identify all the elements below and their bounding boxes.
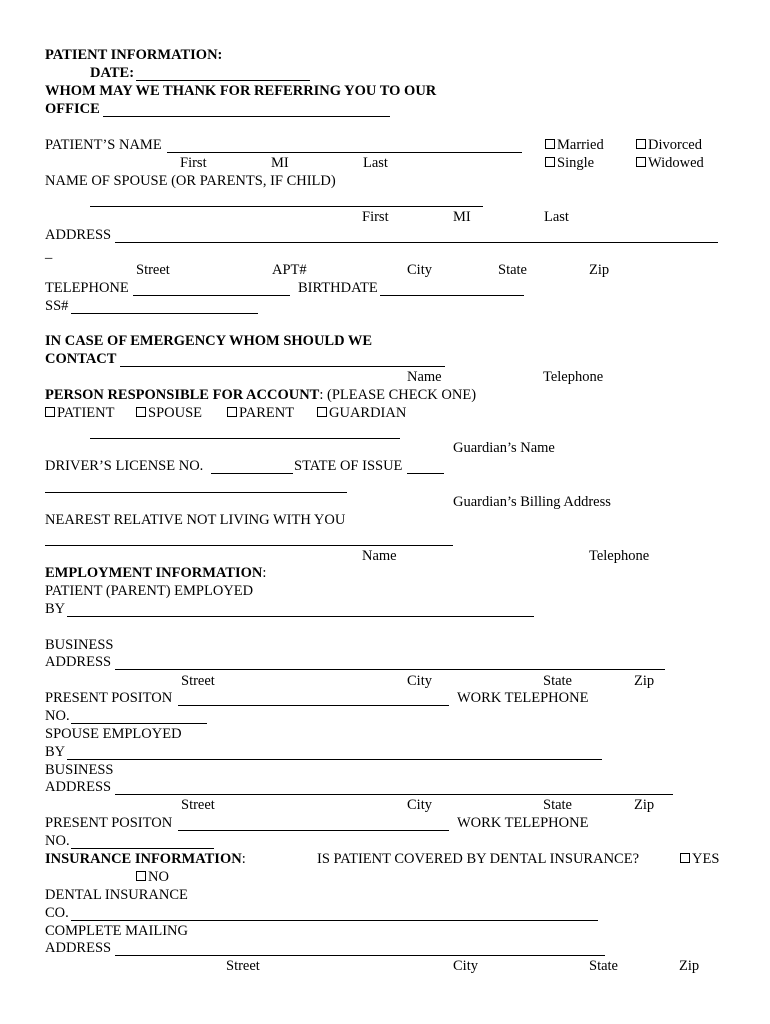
- spouse-work-telephone-no-label: NO.: [45, 833, 70, 849]
- address-wrap-dash: _: [45, 245, 53, 261]
- referral-label-office: OFFICE: [45, 101, 100, 117]
- telephone-label: TELEPHONE: [45, 280, 129, 296]
- patient-name-label: PATIENT’S NAME: [45, 137, 162, 153]
- insurance-state-caption: State: [589, 958, 618, 974]
- employment-heading: EMPLOYMENT INFORMATION: [45, 565, 263, 581]
- insurance-heading: INSURANCE INFORMATION: [45, 851, 242, 867]
- married-option[interactable]: [545, 137, 604, 154]
- patient-business-address-label: ADDRESS: [45, 654, 112, 670]
- patient-employed-by-label: BY: [45, 601, 66, 617]
- patient-business-state-caption: State: [543, 673, 572, 689]
- responsible-parent-label: PARENT: [239, 405, 295, 421]
- spouse-business-label: BUSINESS: [45, 762, 114, 778]
- emergency-contact-field[interactable]: [120, 353, 445, 367]
- responsible-spouse-option[interactable]: [136, 405, 202, 422]
- patient-work-telephone-no-label: NO.: [45, 708, 70, 724]
- responsible-guardian-label: GUARDIAN: [329, 405, 407, 421]
- spouse-position-field[interactable]: [178, 817, 449, 831]
- patient-employed-label: PATIENT (PARENT) EMPLOYED: [45, 583, 254, 599]
- spouse-name-field[interactable]: [90, 193, 483, 207]
- address-city-caption: City: [407, 262, 432, 278]
- responsible-spouse-checkbox[interactable]: [136, 407, 146, 417]
- spouse-name-label: NAME OF SPOUSE (OR PARENTS, IF CHILD): [45, 173, 336, 189]
- ss-field[interactable]: [71, 300, 258, 314]
- guardian-billing-caption: Guardian’s Billing Address: [453, 494, 611, 510]
- date-field[interactable]: [136, 67, 310, 81]
- responsible-spouse-label: SPOUSE: [148, 405, 202, 421]
- patient-position-label: PRESENT POSITON: [45, 690, 173, 706]
- insurance-no-checkbox[interactable]: [136, 871, 146, 881]
- emergency-contact-label-2: CONTACT: [45, 351, 117, 367]
- insurance-heading-row: [45, 851, 246, 868]
- responsible-guardian-option[interactable]: [317, 405, 406, 422]
- single-checkbox[interactable]: [545, 157, 555, 167]
- drivers-license-field[interactable]: [211, 460, 293, 474]
- employment-heading-colon: :: [262, 565, 267, 581]
- responsible-guardian-checkbox[interactable]: [317, 407, 327, 417]
- insurance-no-option[interactable]: [136, 869, 169, 886]
- address-zip-caption: Zip: [589, 262, 610, 278]
- address-street-caption: Street: [136, 262, 170, 278]
- ss-label: SS#: [45, 298, 69, 314]
- single-option[interactable]: [545, 155, 594, 172]
- drivers-license-label: DRIVER’S LICENSE NO.: [45, 458, 204, 474]
- insurance-address-label: ADDRESS: [45, 940, 112, 956]
- referral-field[interactable]: [103, 103, 390, 117]
- complete-mailing-label: COMPLETE MAILING: [45, 923, 188, 939]
- date-label: DATE:: [90, 65, 135, 81]
- state-of-issue-field[interactable]: [407, 460, 444, 474]
- birthdate-label: BIRTHDATE: [298, 280, 378, 296]
- insurance-city-caption: City: [453, 958, 478, 974]
- spouse-employed-label: SPOUSE EMPLOYED: [45, 726, 182, 742]
- spouse-business-street-caption: Street: [181, 797, 215, 813]
- emergency-contact-label: IN CASE OF EMERGENCY WHOM SHOULD WE: [45, 333, 373, 349]
- state-of-issue-label: STATE OF ISSUE: [294, 458, 403, 474]
- guardian-name-caption: Guardian’s Name: [453, 440, 555, 456]
- birthdate-field[interactable]: [380, 282, 524, 296]
- guardian-name-field[interactable]: [90, 425, 400, 439]
- married-checkbox[interactable]: [545, 139, 555, 149]
- responsible-parent-option[interactable]: [227, 405, 294, 422]
- responsible-patient-option[interactable]: [45, 405, 114, 422]
- employment-heading-row: [45, 565, 266, 582]
- spouse-last-caption: Last: [544, 209, 569, 225]
- responsible-parent-checkbox[interactable]: [227, 407, 237, 417]
- insurance-zip-caption: Zip: [679, 958, 700, 974]
- nearest-relative-name-caption: Name: [362, 548, 397, 564]
- insurance-street-caption: Street: [226, 958, 260, 974]
- patient-business-label: BUSINESS: [45, 637, 114, 653]
- address-apt-caption: APT#: [272, 262, 307, 278]
- emergency-telephone-caption: Telephone: [543, 369, 604, 385]
- referral-label: WHOM MAY WE THANK FOR REFERRING YOU TO OUR: [45, 83, 437, 99]
- patient-work-telephone-field[interactable]: [71, 710, 207, 724]
- patient-name-mi-caption: MI: [271, 155, 289, 171]
- insurance-heading-colon: :: [241, 851, 246, 867]
- patient-business-address-field[interactable]: [115, 656, 665, 670]
- responsible-account-note: : (PLEASE CHECK ONE): [319, 387, 477, 403]
- patient-name-field[interactable]: [167, 139, 522, 153]
- patient-work-telephone-label: WORK TELEPHONE: [457, 690, 589, 706]
- telephone-field[interactable]: [133, 282, 290, 296]
- insurance-address-field[interactable]: [115, 942, 605, 956]
- patient-information-heading: PATIENT INFORMATION:: [45, 47, 223, 63]
- responsible-patient-checkbox[interactable]: [45, 407, 55, 417]
- spouse-employer-field[interactable]: [67, 746, 602, 760]
- address-field[interactable]: [115, 229, 718, 243]
- insurance-yes-label: YES: [692, 851, 720, 867]
- dental-insurance-co-label-2: CO.: [45, 905, 69, 921]
- married-label: Married: [557, 137, 604, 153]
- responsible-account-row: [45, 387, 476, 404]
- address-label: ADDRESS: [45, 227, 112, 243]
- spouse-business-zip-caption: Zip: [634, 797, 655, 813]
- spouse-business-address-field[interactable]: [115, 781, 673, 795]
- widowed-checkbox[interactable]: [636, 157, 646, 167]
- divorced-checkbox[interactable]: [636, 139, 646, 149]
- patient-name-first-caption: First: [180, 155, 207, 171]
- insurance-yes-checkbox[interactable]: [680, 853, 690, 863]
- emergency-name-caption: Name: [407, 369, 442, 385]
- dental-insurance-co-field[interactable]: [71, 907, 598, 921]
- spouse-work-telephone-label: WORK TELEPHONE: [457, 815, 589, 831]
- guardian-billing-field[interactable]: [45, 479, 347, 493]
- spouse-work-telephone-field[interactable]: [71, 835, 214, 849]
- spouse-business-state-caption: State: [543, 797, 572, 813]
- spouse-mi-caption: MI: [453, 209, 471, 225]
- patient-business-city-caption: City: [407, 673, 432, 689]
- spouse-position-label: PRESENT POSITON: [45, 815, 173, 831]
- spouse-business-city-caption: City: [407, 797, 432, 813]
- patient-business-zip-caption: Zip: [634, 673, 655, 689]
- divorced-label: Divorced: [648, 137, 702, 153]
- nearest-relative-field[interactable]: [45, 532, 453, 546]
- spouse-employed-by-label: BY: [45, 744, 66, 760]
- responsible-patient-label: PATIENT: [57, 405, 115, 421]
- spouse-first-caption: First: [362, 209, 389, 225]
- dental-insurance-co-label: DENTAL INSURANCE: [45, 887, 188, 903]
- nearest-relative-telephone-caption: Telephone: [589, 548, 650, 564]
- nearest-relative-label: NEAREST RELATIVE NOT LIVING WITH YOU: [45, 512, 346, 528]
- spouse-business-address-label: ADDRESS: [45, 779, 112, 795]
- address-state-caption: State: [498, 262, 527, 278]
- patient-name-last-caption: Last: [363, 155, 388, 171]
- patient-position-field[interactable]: [178, 692, 449, 706]
- divorced-option[interactable]: [636, 137, 702, 154]
- patient-employer-field[interactable]: [67, 603, 534, 617]
- widowed-option[interactable]: [636, 155, 704, 172]
- insurance-yes-option[interactable]: [680, 851, 719, 868]
- insurance-no-label: NO: [148, 869, 169, 885]
- widowed-label: Widowed: [648, 155, 704, 171]
- dental-insurance-question: IS PATIENT COVERED BY DENTAL INSURANCE?: [317, 851, 640, 867]
- patient-business-street-caption: Street: [181, 673, 215, 689]
- single-label: Single: [557, 155, 595, 171]
- responsible-account-label: PERSON RESPONSIBLE FOR ACCOUNT: [45, 387, 320, 403]
